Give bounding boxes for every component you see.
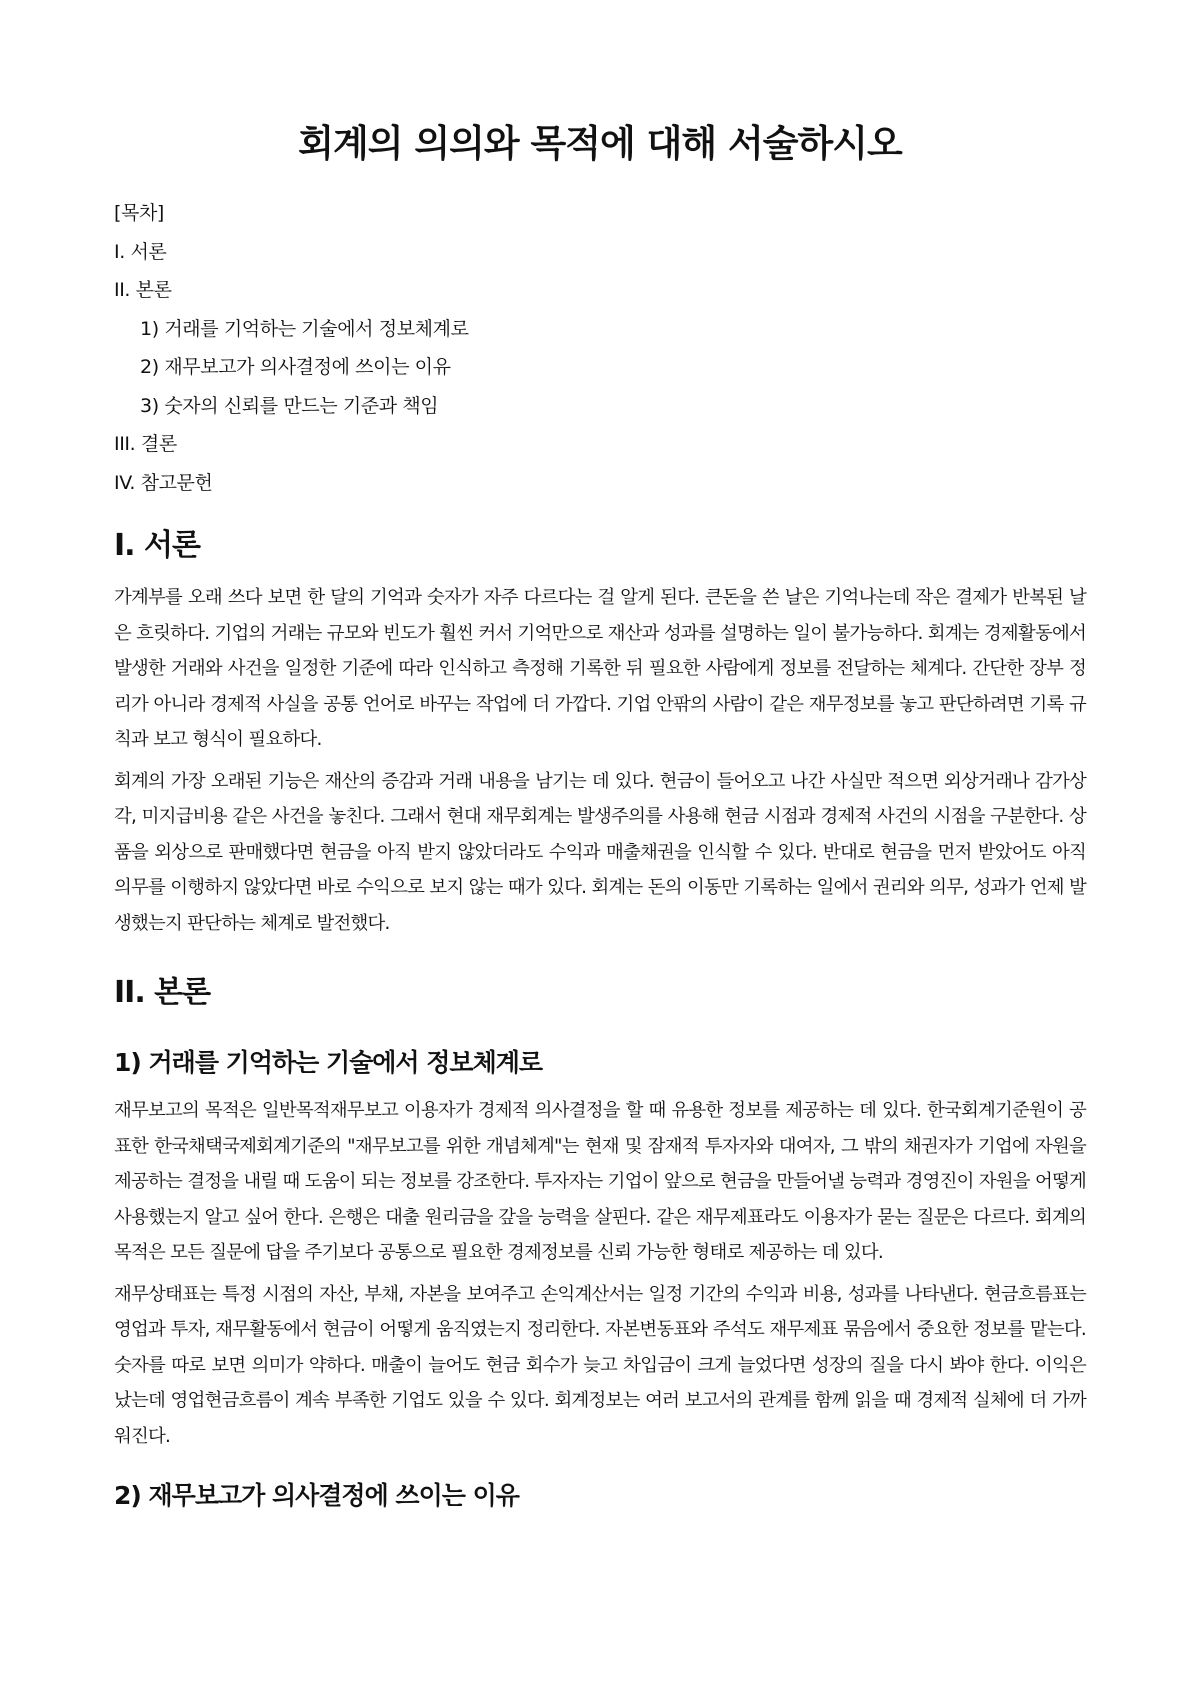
toc-item-references: IV. 참고문헌	[114, 471, 213, 494]
toc-item-section-3: 3) 숫자의 신뢰를 만드는 기준과 책임	[140, 394, 439, 417]
intro-heading: I. 서론	[114, 528, 200, 563]
intro-paragraph: 회계의 가장 오래된 기능은 재산의 증감과 거래 내용을 남기는 데 있다. 현금이 들어오고 나간 사실만 적으면 외상거래나 감가상각, 미지급비용 같은 사건을 놓친다. 그래서 현대 재무회계는 발생주의를 사용해 현금 시점과 경제적 사건의 시점을 구분한다. 상품을 외상으로 판매했다면 현금을 아직 받지 않았더라도 수익과 매출채권을 인식할 수 있다. 반대로 현금을 먼저 받았어도 아직 의무를 이행하지 않았다면 바로 수익으로 보지 않는 때가 있다. 회계는 돈의 이동만 기록하는 일에서 권리와 의무, 성과가 언제 발생했는지 판단하는 체계로 발전했다.	[114, 770, 1086, 934]
section-1-paragraph: 재무보고의 목적은 일반목적재무보고 이용자가 경제적 의사결정을 할 때 유용한 정보를 제공하는 데 있다. 한국회계기준원이 공표한 한국채택국제회계기준의 "재무보고를 위한 개념체계"는 현재 및 잠재적 투자자와 대여자, 그 밖의 채권자가 기업에 자원을 제공하는 결정을 내릴 때 도움이 되는 정보를 강조한다. 투자자는 기업이 앞으로 현금을 만들어낼 능력과 경영진이 자원을 어떻게 사용했는지 알고 싶어 한다. 은행은 대출 원리금을 갚을 능력을 살핀다. 같은 재무제표라도 이용자가 묻는 질문은 다르다. 회계의 목적은 모든 질문에 답을 주기보다 공통으로 필요한 경제정보를 신뢰 가능한 형태로 제공하는 데 있다.	[114, 1100, 1086, 1263]
section-2-heading: 2) 재무보고가 의사결정에 쓰이는 이유	[114, 1481, 519, 1510]
section-1-paragraph: 재무상태표는 특정 시점의 자산, 부채, 자본을 보여주고 손익계산서는 일정 기간의 수익과 비용, 성과를 나타낸다. 현금흐름표는 영업과 투자, 재무활동에서 현금이 어떻게 움직였는지 정리한다. 자본변동표와 주석도 재무제표 묶음에서 중요한 정보를 맡는다. 숫자를 따로 보면 의미가 약하다. 매출이 늘어도 현금 회수가 늦고 차입금이 크게 늘었다면 성장의 질을 다시 봐야 한다. 이익은 났는데 영업현금흐름이 계속 부족한 기업도 있을 수 있다. 회계정보는 여러 보고서의 관계를 함께 읽을 때 경제적 실체에 더 가까워진다.	[114, 1283, 1086, 1447]
toc-heading: [목차]	[114, 202, 164, 224]
toc-item-conclusion: III. 결론	[114, 433, 177, 455]
intro-paragraph: 가계부를 오래 쓰다 보면 한 달의 기억과 숫자가 자주 다르다는 걸 알게 된다. 큰돈을 쓴 날은 기억나는데 작은 결제가 반복된 날은 흐릿하다. 기업의 거래는 규모와 빈도가 훨씬 커서 기억만으로 재산과 성과를 설명하는 일이 불가능하다. 회계는 경제활동에서 발생한 거래와 사건을 일정한 기준에 따라 인식하고 측정해 기록한 뒤 필요한 사람에게 정보를 전달하는 체계다. 간단한 장부 정리가 아니라 경제적 사실을 공통 언어로 바꾸는 작업에 더 가깝다. 기업 안팎의 사람이 같은 재무정보를 놓고 판단하려면 기록 규칙과 보고 형식이 필요하다.	[114, 587, 1086, 750]
document-title: 회계의 의의와 목적에 대해 서술하시오	[298, 122, 902, 165]
toc-item-body: II. 본론	[114, 279, 172, 301]
document-page	[114, 0, 1086, 1516]
table-of-contents	[114, 194, 1086, 502]
toc-item-section-1: 1) 거래를 기억하는 기술에서 정보체계로	[140, 317, 469, 340]
section-1-heading: 1) 거래를 기억하는 기술에서 정보체계로	[114, 1048, 543, 1077]
body-heading: II. 본론	[114, 975, 211, 1010]
toc-item-intro: I. 서론	[114, 240, 167, 263]
toc-item-section-2: 2) 재무보고가 의사결정에 쓰이는 이유	[140, 356, 451, 378]
